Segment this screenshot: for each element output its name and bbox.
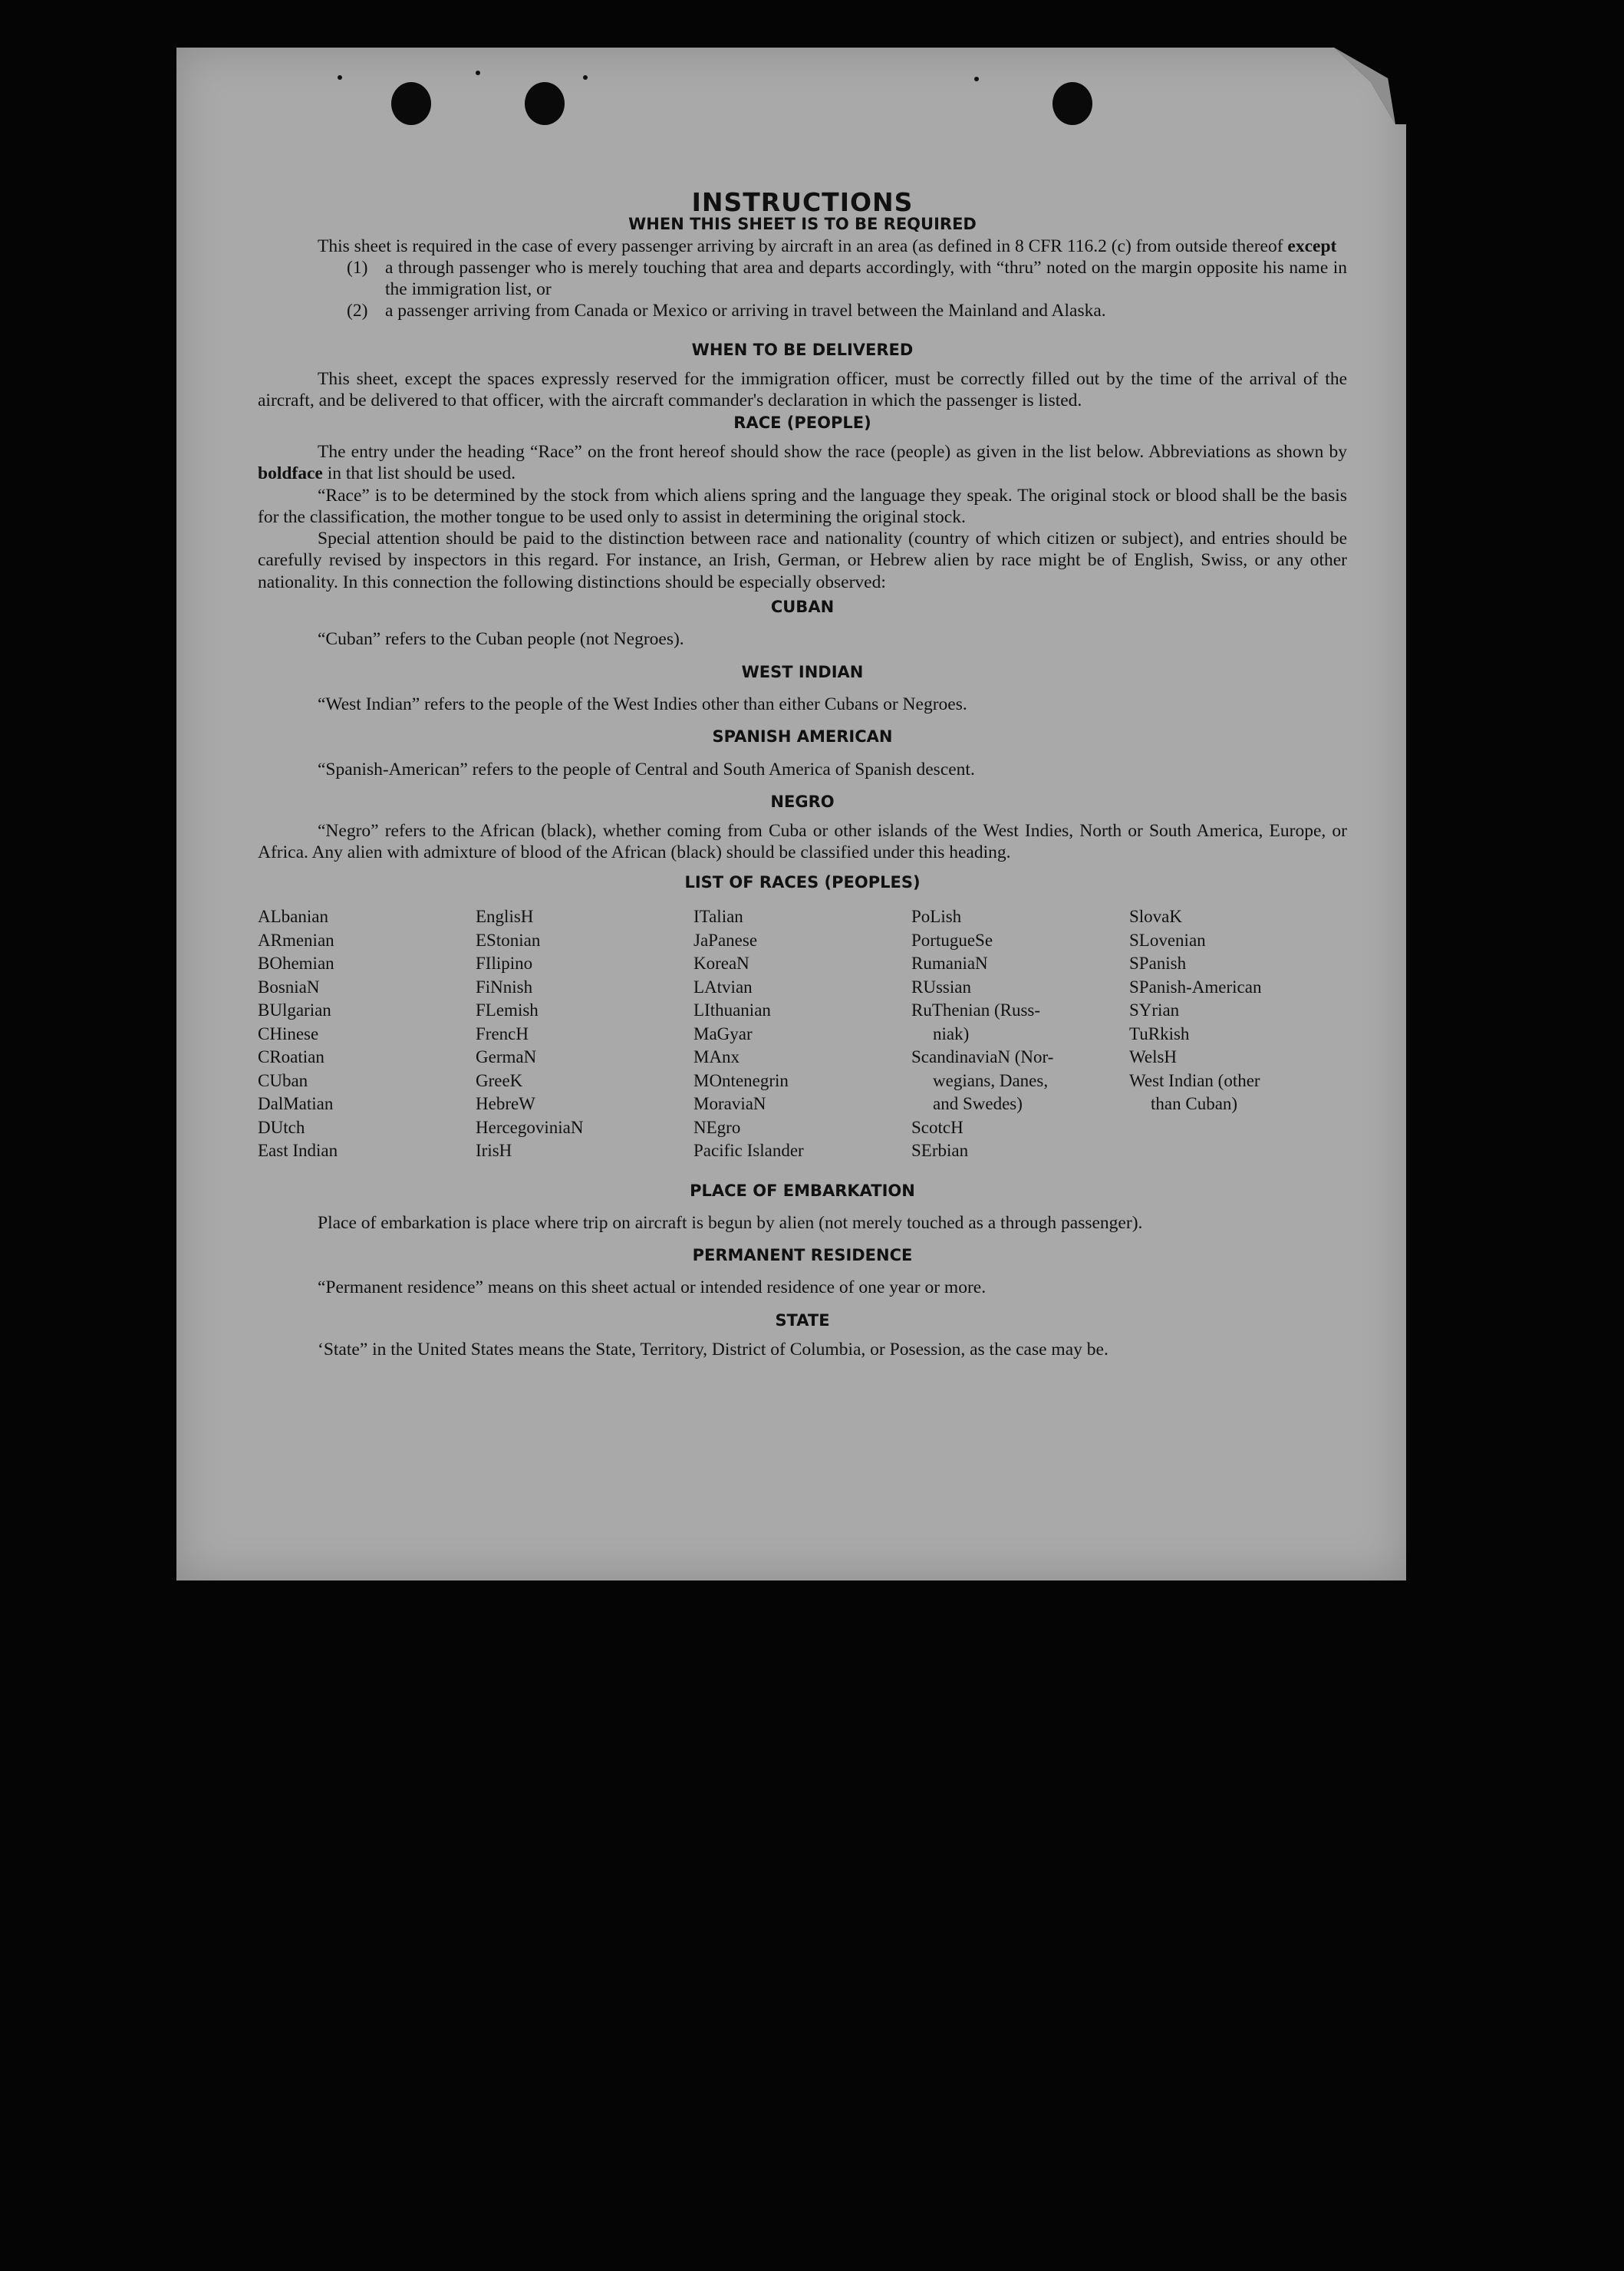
race-item: than Cuban) [1151, 1094, 1238, 1114]
race-item: NEgro [693, 1117, 741, 1137]
race-item: ScandinaviaN (Nor- [911, 1047, 1054, 1067]
document-sheet [176, 48, 1406, 1580]
race-item: GreeK [476, 1070, 523, 1090]
race-column [693, 905, 911, 1163]
race-item: MaGyar [693, 1023, 753, 1043]
race-item: BUlgarian [258, 1000, 331, 1020]
section-heading: CUBAN [770, 598, 835, 617]
race-item: LIthuanian [693, 1000, 771, 1020]
race-item: DUtch [258, 1117, 305, 1137]
race-item: wegians, Danes, [933, 1070, 1049, 1090]
race-item: HercegoviniaN [476, 1117, 584, 1137]
section-heading: SPANISH AMERICAN [712, 727, 893, 747]
race-item: MOntenegrin [693, 1070, 789, 1090]
race-item: DalMatian [258, 1094, 334, 1114]
speck [974, 77, 979, 81]
race-item: SPanish [1129, 954, 1187, 974]
race-item: FLemish [476, 1000, 539, 1020]
race-item: SLovenian [1129, 930, 1206, 950]
speck [476, 71, 480, 75]
section-heading: PERMANENT RESIDENCE [692, 1246, 913, 1265]
paragraph: The entry under the heading “Race” on the front hereof should show the race (people) as given in the list below. Abbreviations as shown by boldface in that list should be used. [258, 441, 1347, 484]
section-heading: WHEN THIS SHEET IS TO BE REQUIRED [628, 215, 977, 234]
race-item: SYrian [1129, 1000, 1180, 1020]
race-item: GermaN [476, 1047, 537, 1067]
race-item: BosniaN [258, 977, 320, 997]
paragraph: This sheet, except the spaces expressly reserved for the immigration officer, must be correctly filled out by the time of the arrival of the aircraft, and be delivered to that officer, with the aircraft commander's declaration in which the passenger is listed. [258, 369, 1347, 411]
list-item: (1) a through passenger who is merely touching that area and departs accordingly, with “thru” noted on the margin opposite his name in the immigration list, or [347, 257, 1347, 300]
punch-hole [1052, 82, 1092, 125]
paragraph: “Permanent residence” means on this sheet actual or intended residence of one year or more. [318, 1277, 987, 1298]
race-item: West Indian (other [1129, 1070, 1260, 1090]
race-list [258, 905, 1347, 1163]
section-heading: STATE [775, 1310, 830, 1330]
race-item: TuRkish [1129, 1023, 1190, 1043]
race-item: FrencH [476, 1023, 529, 1043]
speck [338, 75, 342, 80]
section-heading: NEGRO [770, 792, 835, 811]
paragraph: “Negro” refers to the African (black), whether coming from Cuba or other islands of the West Indies, North or South America, Europe, or Africa. Any alien with admixture of blood of the African (black) should be classified under this heading. [258, 821, 1347, 863]
race-item: BOhemian [258, 954, 334, 974]
instructions-text [258, 146, 1347, 1360]
race-item: PortugueSe [911, 930, 993, 950]
race-item: FIlipino [476, 954, 533, 974]
paragraph: “Cuban” refers to the Cuban people (not Negroes). [318, 629, 684, 650]
race-item: SErbian [911, 1141, 969, 1161]
race-item: East Indian [258, 1141, 338, 1161]
race-item: ARmenian [258, 930, 334, 950]
paragraph: This sheet is required in the case of every passenger arriving by aircraft in an area (as defined in 8 CFR 116.2 (c) from outside thereof except [318, 236, 1337, 256]
race-item: IrisH [476, 1141, 512, 1161]
paragraph: Special attention should be paid to the distinction between race and nationality (country of which citizen or subject), and entries should be carefully revised by inspectors in this regard. For instance, an Irish, German, or Hebrew alien by race might be of English, Swiss, or any other nationality. In this connection the following distinctions should be especially observed: [258, 529, 1347, 592]
race-item: ALbanian [258, 907, 328, 927]
race-item: CHinese [258, 1023, 319, 1043]
race-item: JaPanese [693, 930, 758, 950]
race-item: EStonian [476, 930, 541, 950]
section-heading: LIST OF RACES (PEOPLES) [684, 872, 921, 892]
paragraph: “West Indian” refers to the people of the West Indies other than either Cubans or Negroes. [318, 694, 967, 714]
race-item: RumaniaN [911, 954, 988, 974]
race-item: ITalian [693, 907, 743, 927]
section-heading: WEST INDIAN [741, 662, 864, 681]
race-item: WelsH [1129, 1047, 1178, 1067]
punch-hole [525, 82, 565, 125]
paragraph: “Spanish-American” refers to the people of Central and South America of Spanish descent. [318, 759, 975, 780]
race-item: FiNnish [476, 977, 533, 997]
punch-hole [391, 82, 431, 125]
race-item: RuThenian (Russ- [911, 1000, 1041, 1020]
race-column [1129, 905, 1347, 1163]
race-item: SPanish-American [1129, 977, 1262, 997]
race-item: MoraviaN [693, 1094, 766, 1114]
race-item: Pacific Islander [693, 1141, 804, 1161]
race-item: KoreaN [693, 954, 749, 974]
race-item: ScotcH [911, 1117, 964, 1137]
paragraph: “Race” is to be determined by the stock from which aliens spring and the language they speak. The original stock or blood shall be the basis for the classification, the mother tongue to be used only to assist in determining the original stock. [258, 485, 1347, 527]
race-item: RUssian [911, 977, 971, 997]
section-heading: RACE (PEOPLE) [733, 413, 871, 432]
page-title: INSTRUCTIONS [691, 187, 914, 217]
race-column [258, 905, 476, 1163]
section-heading: PLACE OF EMBARKATION [690, 1181, 915, 1200]
section-heading: WHEN TO BE DELIVERED [691, 340, 914, 359]
race-item: and Swedes) [933, 1094, 1023, 1114]
race-item: CRoatian [258, 1047, 324, 1067]
race-item: CUban [258, 1070, 308, 1090]
race-column [911, 905, 1129, 1163]
list-item: (2) a passenger arriving from Canada or Mexico or arriving in travel between the Mainland and Alaska. [347, 301, 1106, 321]
race-item: LAtvian [693, 977, 753, 997]
race-item: PoLish [911, 907, 962, 927]
paragraph: ‘State” in the United States means the State, Territory, District of Columbia, or Posession, as the case may be. [318, 1340, 1108, 1360]
speck [583, 75, 588, 80]
race-item: SlovaK [1129, 907, 1182, 927]
race-item: MAnx [693, 1047, 740, 1067]
paragraph: Place of embarkation is place where trip on aircraft is begun by alien (not merely touched as a through passenger). [318, 1212, 1143, 1233]
race-item: HebreW [476, 1094, 535, 1114]
race-item: niak) [933, 1023, 970, 1043]
race-item: EnglisH [476, 907, 534, 927]
race-column [476, 905, 693, 1163]
